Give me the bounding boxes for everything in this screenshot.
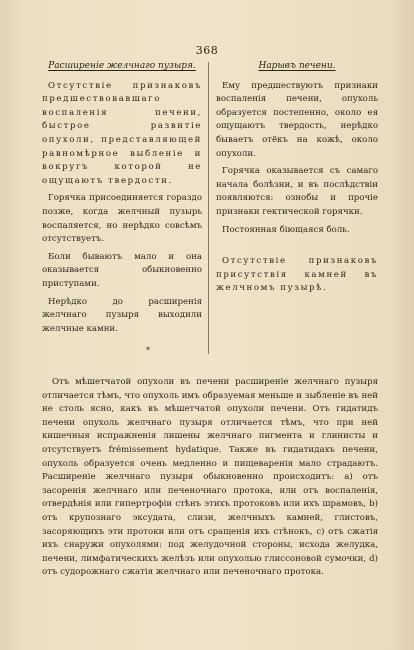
right-paragraph: Постоянная біющаяся боль. bbox=[222, 224, 350, 235]
left-paragraph: Нерѣдко до расширенія желчнаго пузыря выходили желчные камни. bbox=[42, 296, 202, 334]
right-paragraph: Горячка оказывается съ самаго начала болѣзни, и въ послѣдствіи появляются: ознобы и прочіе признаки гектической горячки. bbox=[216, 166, 378, 217]
left-paragraph: Отсутствіе признаковъ предшествовавшаго воспаленія печени, быстрое развитіе опухоли, представляющей равномѣрное выбленіе и вокругъ которой не ощущаютъ твердости. bbox=[42, 80, 202, 186]
body-text bbox=[42, 376, 378, 580]
left-paragraph: Горячка присоединяется гораздо позже, когда желчный пузырь воспаляется, но нерѣдко совсѣмъ отсутствуетъ. bbox=[42, 193, 202, 245]
footnote-mark: * bbox=[146, 346, 150, 355]
left-paragraph: Боли бываютъ мало и она оказывается обыкновенно приступами. bbox=[42, 251, 202, 289]
left-column-heading: Расширеніе желчнаго пузыря. bbox=[48, 61, 196, 71]
right-paragraph: Отсутствіе признаковъ присутствія камней въ желчномъ пузырѣ. bbox=[216, 256, 378, 294]
right-column bbox=[216, 60, 378, 300]
right-column-heading: Нарывъ печени. bbox=[258, 61, 336, 71]
right-paragraph: Ему предшествуютъ признаки воспаленія печени, опухоль образуется постепенно, около ея ощущаютъ твердость, нерѣдко бываетъ отёкъ на кожѣ, около опухоли. bbox=[216, 80, 378, 159]
column-divider bbox=[208, 62, 209, 354]
page-number: 368 bbox=[195, 44, 219, 57]
left-column bbox=[42, 60, 202, 340]
body-paragraph: Отъ мѣшетчатой опухоли въ печени расширеніе желчнаго пузыря отличается тѣмъ, что опухоль имъ образуемая меньше и зыбленіе въ ней не столь ясно, какъ въ мѣшетчатой опухоли печени. Отъ гидатидъ печени опухоль желчнаго пузыря отличается тѣмъ, что при ней кишечныя испражненія лишены желчнаго пигмента и глинисты и отсутствуетъ frémissement hydatique. Также въ гидатидахъ печени, опухоль образуется очень медленно и пищеваренія мало страдаютъ. Расширеніе желчнаго пузыря обыкновенно происходитъ: а) отъ засоренія желчнаго или печеночнаго протока, или отъ воспаленія, отвердѣнія или гипертрофіи стѣнъ этихъ протоковъ или ихъ шрамовъ, b) отъ крупознаго эксудата, слизи, желчныхъ камней, глистовъ, засоряющихъ эти протоки или отъ сращенія ихъ стѣнокъ, c) отъ сжатія ихъ снаружи опухолями: под желудочной стороны, исхода желудка, печени, лимфатическихъ желѣзъ или опухолью глиссоновой сумочки, d) отъ судорожнаго сжатія желчнаго или печеночнаго протока. bbox=[42, 377, 378, 578]
